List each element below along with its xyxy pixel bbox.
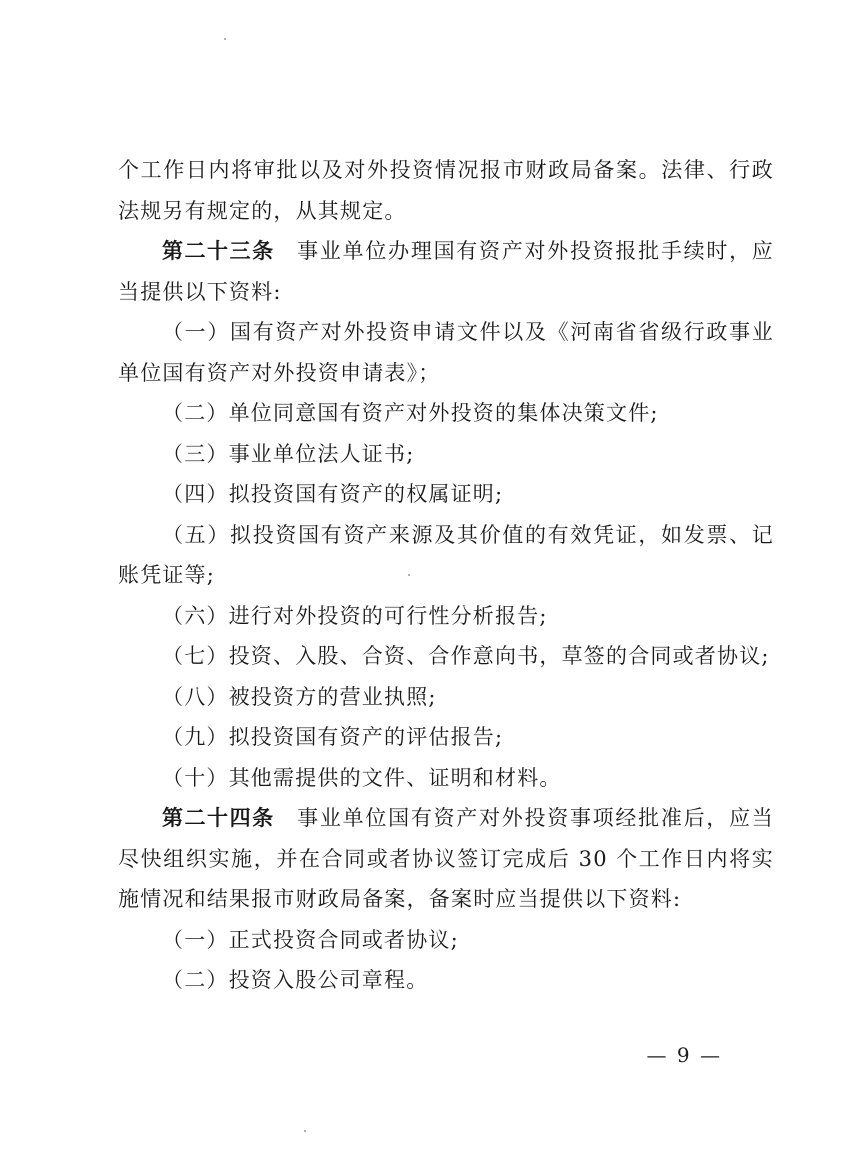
article-label: 第二十四条: [162, 805, 275, 830]
list-item: [118, 960, 774, 1001]
paragraph-text: 个工作日内将审批以及对外投资情况报市财政局备案。法律、行政法规另有规定的，从其规定。: [118, 158, 774, 223]
paragraph-text: （七）投资、入股、合资、合作意向书，草签的合同或者协议;: [162, 644, 770, 668]
list-item: [118, 920, 774, 961]
list-item: [118, 434, 774, 475]
paragraph-continuation: [118, 150, 774, 231]
paragraph-text: （三）事业单位法人证书;: [162, 441, 415, 466]
paragraph-text: （二）单位同意国有资产对外投资的集体决策文件;: [162, 401, 659, 425]
article-23: [118, 231, 774, 312]
list-item: [118, 677, 774, 718]
paragraph-text: （四）拟投资国有资产的权属证明;: [162, 482, 504, 506]
scan-speck: [224, 38, 226, 40]
document-body: [118, 150, 774, 1001]
list-item: [118, 636, 774, 677]
paragraph-text: （一）国有资产对外投资申请文件以及《河南省省级行政事业单位国有资产对外投资申请表》；: [118, 320, 774, 385]
paragraph-text: 事业单位办理国有资产对外投资报批手续时，应当提供以下资料:: [118, 239, 774, 304]
article-label: 第二十三条: [162, 238, 275, 263]
paragraph-text: （六）进行对外投资的可行性分析报告;: [162, 603, 548, 628]
paragraph-text: （五）拟投资国有资产来源及其价值的有效凭证，如发票、记账凭证等;: [118, 522, 774, 587]
paragraph-text: （二）投资入股公司章程。: [162, 968, 429, 992]
list-item: [118, 312, 774, 393]
article-24: [118, 798, 774, 920]
paragraph-text: （八）被投资方的营业执照;: [162, 684, 437, 709]
page-number: — 9 —: [646, 1043, 722, 1067]
list-item: [118, 717, 774, 758]
list-item: [118, 393, 774, 434]
list-item: [118, 474, 774, 515]
list-item: [118, 758, 774, 799]
paragraph-text: （一）正式投资合同或者协议;: [162, 927, 459, 952]
paragraph-text: （九）拟投资国有资产的评估报告;: [162, 725, 504, 749]
list-item: [118, 515, 774, 596]
paragraph-text: （十）其他需提供的文件、证明和材料。: [162, 765, 562, 790]
scan-speck: [304, 1130, 306, 1132]
paragraph-text: 事业单位国有资产对外投资事项经批准后，应当尽快组织实施，并在合同或者协议签订完成后 30 个工作日内将实施情况和结果报市财政局备案，备案时应当提供以下资料:: [118, 806, 774, 911]
list-item: [118, 596, 774, 637]
